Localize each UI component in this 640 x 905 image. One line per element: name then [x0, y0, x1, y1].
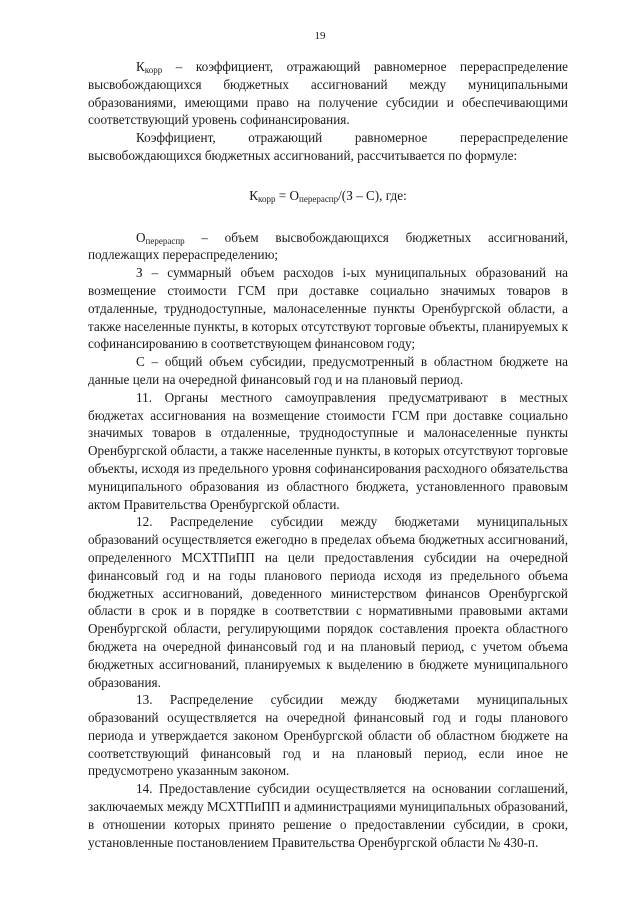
o-definition-text: – объем высвобождающихся бюджетных ассигнований, подлежащих перераспределению; [88, 229, 568, 263]
formula-equals: = [275, 187, 290, 203]
paragraph-c-definition: С – общий объем субсидии, предусмотренный в областном бюджете на данные цели на очередной финансовый год и на плановый период. [88, 354, 568, 387]
paragraph-o-definition [88, 229, 568, 265]
paragraph-item-14: 14. Предоставление субсидии осуществляется на основании соглашений, заключаемых между МСХТПиПП и администрациями муниципальных образований, в отношении которых принято решение о предоставлении субсидии, в сроки, установленные постановлением Правительства Оренбургской области № 430-п. [88, 781, 568, 850]
formula-lhs-symbol: К [249, 187, 259, 203]
formula-rest: /(З – С), где: [338, 187, 407, 203]
document-body [88, 58, 568, 851]
k-symbol: К [136, 59, 145, 74]
paragraph-item-11: 11. Органы местного самоуправления предусматривают в местных бюджетах ассигнования на возмещение стоимости ГСМ при доставке социально значимых товаров в отдаленные, труднодоступные и малонаселенные пункты Оренбургской области, а также населенные пункты, в которых отсутствуют торговые объекты, исходя из предельного уровня софинансирования расходного обязательства муниципального образования из областного бюджета, установленного правовым актом Правительства Оренбургской области. [88, 389, 568, 512]
paragraph-z-definition: З – суммарный объем расходов i-ых муниципальных образований на возмещение стоимости ГСМ при доставке социально значимых товаров в отдаленные, труднодоступные, малонаселенные пункты Оренбургской области, а также населенные пункты, в которых отсутствуют торговые объекты, планируемых к софинансированию в соответствующем финансовом году; [88, 265, 568, 352]
page-number: 19 [314, 30, 326, 42]
k-subscript: корр [144, 65, 163, 75]
paragraph-item-12: 12. Распределение субсидии между бюджетами муниципальных образований осуществляется ежегодно в пределах объема бюджетных ассигнований, определенного МСХТПиПП на цели предоставления субсидии на очередной финансовый год и на годы планового периода исходя из предельного объема бюджетных ассигнований, доведенного министерством финансов Оренбургской области в срок и в порядке в соответствии с нормативными правовыми актами Оренбургской области, регулирующими порядок составления проекта областного бюджета на очередной финансовый год и на плановый период, с учетом объема бюджетных ассигнований, планируемых к выделению в бюджете муниципального образования. [88, 514, 568, 690]
o-symbol: О [136, 229, 146, 245]
k-definition-text: – коэффициент, отражающий равномерное перераспределение высвобождающихся бюджетных ассигнований между муниципальными образованиями, имеющими право на получение субсидии и обеспечивающими соответствующий уровень софинансирования. [88, 59, 568, 128]
formula-o-subscript: перераспр [299, 193, 339, 204]
formula-o-symbol: О [289, 187, 300, 203]
formula-lhs-subscript: корр [258, 193, 276, 204]
o-subscript: перераспр [145, 235, 185, 246]
paragraph-k-definition [88, 58, 568, 129]
paragraph-k-intro: Коэффициент, отражающий равномерное перераспределение высвобождающихся бюджетных ассигнований, рассчитывается по формуле: [88, 130, 568, 163]
paragraph-item-13: 13. Распределение субсидии между бюджетами муниципальных образований осуществляется на очередной финансовый год и годы планового периода и утверждается законом Оренбургской области об областном бюджете на соответствующий финансовый год и на плановый период, если иное не предусмотрено указанным законом. [88, 692, 568, 779]
formula [88, 187, 568, 205]
